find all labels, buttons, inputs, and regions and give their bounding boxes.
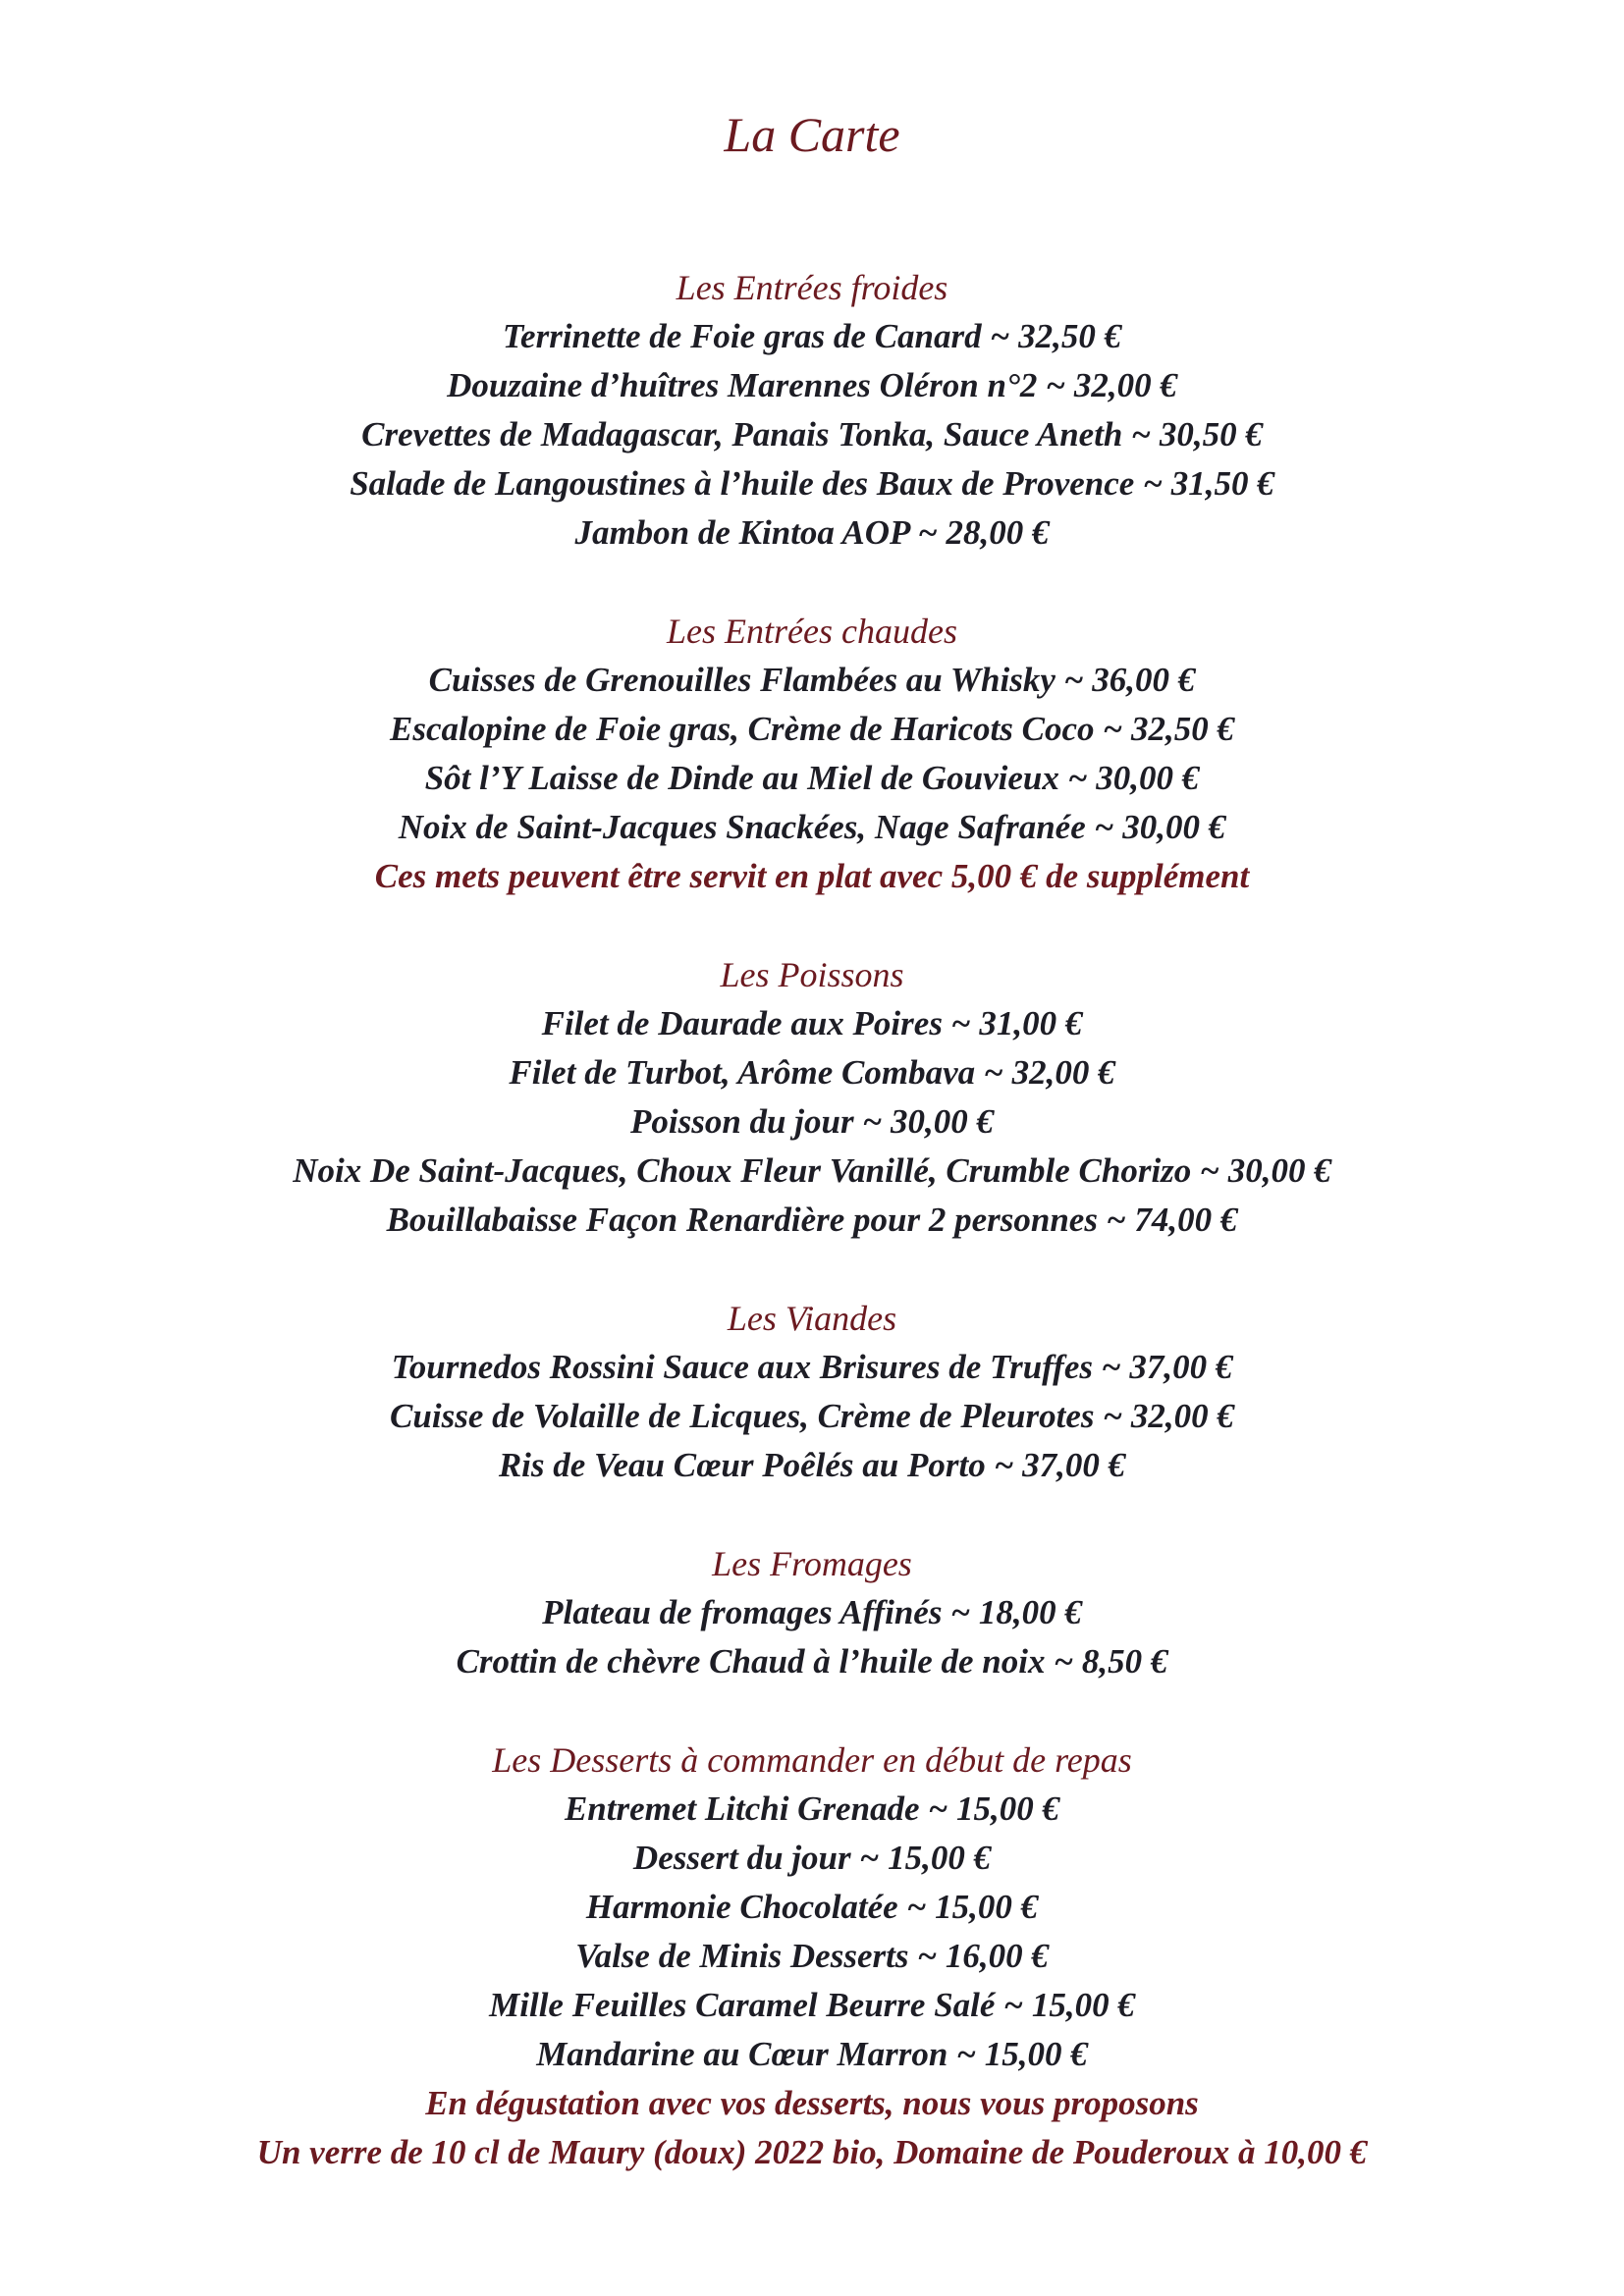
menu-item: Bouillabaisse Façon Renardière pour 2 personnes ~ 74,00 €	[386, 1201, 1238, 1239]
menu-item: Dessert du jour ~ 15,00 €	[632, 1839, 992, 1877]
menu-item: Noix de Saint-Jacques Snackées, Nage Safranée ~ 30,00 €	[398, 808, 1226, 846]
menu-item: Harmonie Chocolatée ~ 15,00 €	[585, 1888, 1039, 1926]
menu-item: Mandarine au Cœur Marron ~ 15,00 €	[536, 2035, 1088, 2073]
supplement-note: Ces mets peuvent être servit en plat avec 5,00 € de supplément	[374, 857, 1250, 895]
menu-item: Douzaine d’huîtres Marennes Oléron n°2 ~ 32,00 €	[447, 366, 1177, 404]
menu-item: Sôt l’Y Laisse de Dinde au Miel de Gouvieux ~ 30,00 €	[424, 759, 1200, 797]
section-heading: Les Entrées chaudes	[667, 612, 957, 651]
section-heading: Les Entrées froides	[676, 268, 948, 307]
menu-item: Valse de Minis Desserts ~ 16,00 €	[575, 1937, 1049, 1975]
menu-item: Filet de Daurade aux Poires ~ 31,00 €	[541, 1004, 1083, 1042]
menu-item: Poisson du jour ~ 30,00 €	[629, 1102, 995, 1141]
menu-item: Salade de Langoustines à l’huile des Baux de Provence ~ 31,50 €	[350, 464, 1274, 503]
menu-item: Plateau de fromages Affinés ~ 18,00 €	[542, 1593, 1082, 1631]
section-entrees-chaudes	[0, 607, 1624, 901]
section-poissons	[0, 950, 1624, 1245]
menu-item: Jambon de Kintoa AOP ~ 28,00 €	[574, 513, 1050, 552]
section-heading: Les Fromages	[712, 1544, 912, 1583]
menu-item: Crevettes de Madagascar, Panais Tonka, Sauce Aneth ~ 30,50 €	[361, 415, 1263, 454]
menu-item: Crottin de chèvre Chaud à l’huile de noix ~ 8,50 €	[456, 1642, 1168, 1681]
menu	[0, 263, 1624, 2177]
section-fromages	[0, 1539, 1624, 1686]
menu-item: Entremet Litchi Grenade ~ 15,00 €	[564, 1789, 1060, 1828]
menu-item: Cuisses de Grenouilles Flambées au Whisky ~ 36,00 €	[428, 661, 1196, 699]
pairing-note: Un verre de 10 cl de Maury (doux) 2022 bio, Domaine de Pouderoux à 10,00 €	[256, 2133, 1368, 2171]
section-viandes	[0, 1294, 1624, 1490]
menu-item: Terrinette de Foie gras de Canard ~ 32,50 €	[502, 317, 1122, 355]
page-title: La Carte	[724, 107, 900, 162]
section-desserts	[0, 1735, 1624, 2177]
menu-item: Tournedos Rossini Sauce aux Brisures de Truffes ~ 37,00 €	[391, 1348, 1233, 1386]
menu-item: Escalopine de Foie gras, Crème de Haricots Coco ~ 32,50 €	[390, 710, 1234, 748]
menu-item: Mille Feuilles Caramel Beurre Salé ~ 15,00 €	[489, 1986, 1135, 2024]
section-entrees-froides	[0, 263, 1624, 558]
menu-item: Cuisse de Volaille de Licques, Crème de Pleurotes ~ 32,00 €	[390, 1397, 1234, 1435]
section-heading: Les Desserts à commander en début de repas	[492, 1740, 1132, 1780]
pairing-note: En dégustation avec vos desserts, nous vous proposons	[425, 2084, 1199, 2122]
section-heading: Les Poissons	[720, 955, 904, 994]
menu-item: Ris de Veau Cœur Poêlés au Porto ~ 37,00 €	[498, 1446, 1126, 1484]
menu-item: Noix De Saint-Jacques, Choux Fleur Vanillé, Crumble Chorizo ~ 30,00 €	[293, 1151, 1331, 1190]
menu-item: Filet de Turbot, Arôme Combava ~ 32,00 €	[509, 1053, 1115, 1092]
section-heading: Les Viandes	[727, 1299, 897, 1338]
